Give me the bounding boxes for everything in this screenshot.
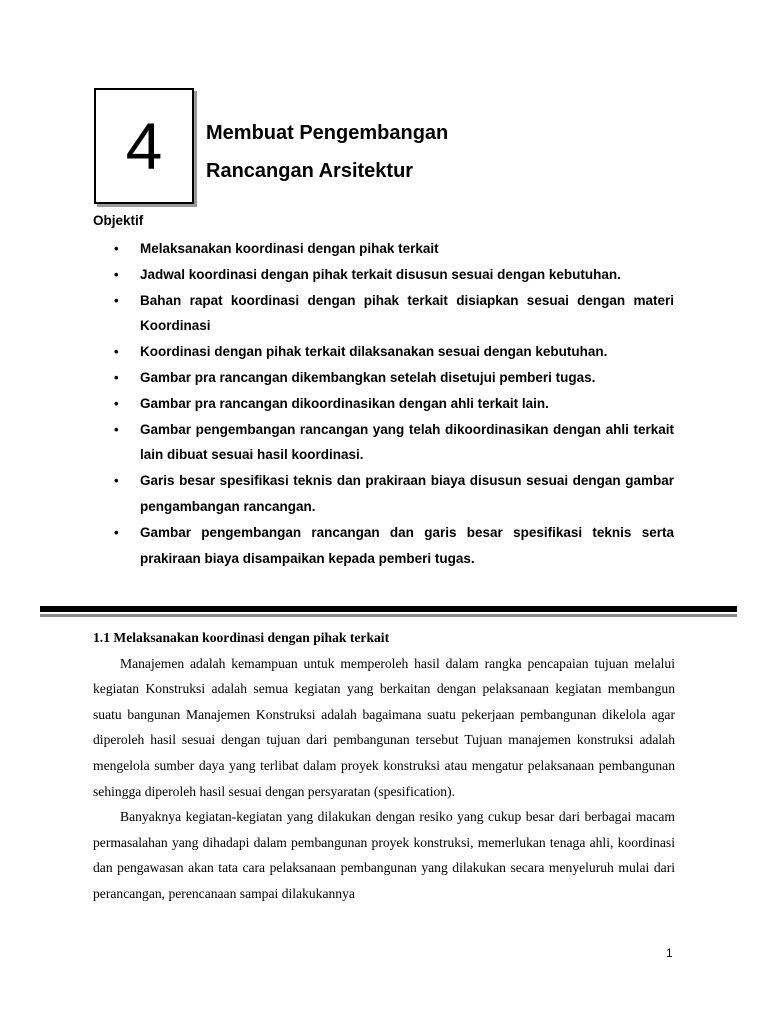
chapter-title-line-2: Rancangan Arsitektur — [206, 160, 414, 182]
bullet-icon: • — [114, 473, 119, 489]
objective-item: • Gambar pengembangan rancangan dan garis besar spesifikasi teknis serta prakiraan biaya disampaikan kepada pemberi tugas. — [112, 520, 674, 572]
bullet-icon: • — [114, 344, 119, 360]
page-number: 1 — [666, 946, 673, 960]
objective-item: • Gambar pengembangan rancangan yang telah dikoordinasikan dengan ahli terkait lain dibuat sesuai hasil koordinasi. — [112, 417, 674, 469]
objective-item: • Gambar pra rancangan dikoordinasikan dengan ahli terkait lain. — [112, 391, 674, 417]
objective-item: • Melaksanakan koordinasi dengan pihak terkait — [112, 236, 674, 262]
objectives-list — [112, 236, 674, 571]
bullet-icon: • — [114, 292, 119, 308]
section-divider-shadow — [40, 614, 737, 617]
bullet-icon: • — [114, 266, 119, 282]
bullet-icon: • — [114, 421, 119, 437]
chapter-number-box — [94, 88, 194, 204]
section-divider-thick — [40, 606, 737, 612]
objective-item: • Garis besar spesifikasi teknis dan prakiraan biaya disusun sesuai dengan gambar pengambangan rancangan. — [112, 468, 674, 520]
section-1-1 — [93, 625, 675, 907]
section-heading: 1.1 Melaksanakan koordinasi dengan pihak terkait — [93, 630, 390, 645]
objective-item: • Jadwal koordinasi dengan pihak terkait disusun sesuai dengan kebutuhan. — [112, 262, 674, 288]
chapter-title — [206, 114, 448, 190]
chapter-title-line-1: Membuat Pengembangan — [206, 122, 449, 144]
chapter-number: 4 — [125, 109, 163, 183]
bullet-icon: • — [114, 395, 119, 411]
bullet-icon: • — [114, 524, 119, 540]
objective-item: • Bahan rapat koordinasi dengan pihak terkait disiapkan sesuai dengan materi Koordinasi — [112, 288, 674, 340]
bullet-icon: • — [114, 369, 119, 385]
bullet-icon: • — [114, 241, 119, 256]
body-paragraph: Manajemen adalah kemampuan untuk memperoleh hasil dalam rangka pencapaian tujuan melalui kegiatan Konstruksi adalah semua kegiatan yang berkaitan dengan pelaksanaan kegiatan membangun suatu bangunan Manajemen Konstruksi adalah bagaimana suatu pekerjaan pembangunan dikelola agar diperoleh hasil sesuai dengan tujuan dari pembangunan tersebut Tujuan manajemen konstruksi adalah mengelola sumber daya yang terlibat dalam proyek konstruksi atau mengatur pelaksanaan pembangunan sehingga diperoleh hasil sesuai dengan persyaratan (spesification). — [93, 655, 675, 799]
objectives-heading: Objektif — [93, 213, 144, 228]
objective-item: • Koordinasi dengan pihak terkait dilaksanakan sesuai dengan kebutuhan. — [112, 339, 674, 365]
body-paragraph: Banyaknya kegiatan-kegiatan yang dilakukan dengan resiko yang cukup besar dari berbagai macam permasalahan yang dihadapi dalam pembangunan proyek konstruksi, memerlukan tenaga ahli, koordinasi dan pengawasan akan tata cara pelaksanaan pembangunan yang dilakukan secara menyeluruh mulai dari perancangan, perencanaan sampai dilakukannya — [93, 809, 675, 901]
objective-item: • Gambar pra rancangan dikembangkan setelah disetujui pemberi tugas. — [112, 365, 674, 391]
